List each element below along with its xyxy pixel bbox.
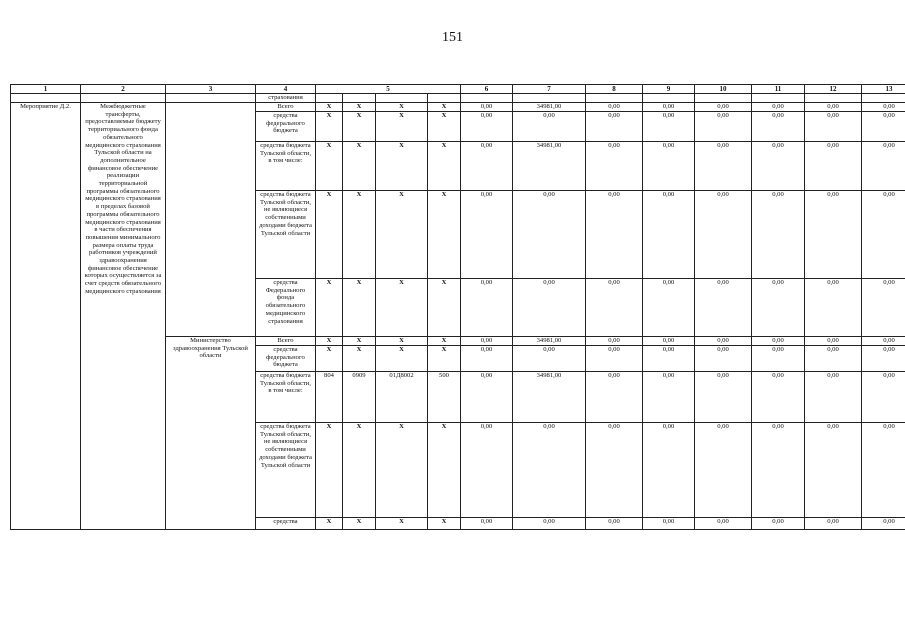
- code-cell: X: [376, 518, 428, 530]
- row-label: средства бюджета Тульской области, в том числе:: [256, 372, 316, 423]
- code-cell: X: [376, 191, 428, 279]
- value-cell: 0,00: [461, 103, 513, 112]
- executor-empty: [166, 103, 256, 337]
- measure-id: Мероприятие Д.2.: [11, 103, 81, 530]
- value-cell: 0,00: [461, 142, 513, 191]
- value-cell: 0,00: [513, 518, 586, 530]
- value-cell: 0,00: [695, 337, 752, 346]
- value-cell: 0,00: [695, 423, 752, 518]
- value-cell: 0,00: [752, 518, 805, 530]
- code-cell: X: [428, 518, 461, 530]
- value-cell: 0,00: [643, 112, 695, 142]
- value-cell: 0,00: [695, 142, 752, 191]
- row-label: средства Федерального фонда обязательного медицинского страхования: [256, 279, 316, 337]
- code-cell: X: [428, 191, 461, 279]
- value-cell: 0,00: [513, 191, 586, 279]
- value-cell: 0,00: [695, 112, 752, 142]
- header-cell: 8: [586, 85, 643, 94]
- value-cell: 34981,00: [513, 142, 586, 191]
- value-cell: 0,00: [513, 346, 586, 372]
- row-label: средства: [256, 518, 316, 530]
- page-number: 151: [442, 30, 463, 45]
- value-cell: 0,00: [805, 191, 862, 279]
- code-cell: X: [343, 142, 376, 191]
- value-cell: 0,00: [752, 142, 805, 191]
- value-cell: 34981,00: [513, 103, 586, 112]
- header-cell: 12: [805, 85, 862, 94]
- code-cell: X: [343, 518, 376, 530]
- value-cell: 0,00: [752, 279, 805, 337]
- header-cell: 3: [166, 85, 256, 94]
- code-cell: X: [343, 346, 376, 372]
- value-cell: 0,00: [805, 103, 862, 112]
- value-cell: 0,00: [695, 372, 752, 423]
- code-cell: 500: [428, 372, 461, 423]
- value-cell: 0,00: [461, 346, 513, 372]
- value-cell: 0,00: [752, 337, 805, 346]
- header-cell: 1: [11, 85, 81, 94]
- row-label: Всего: [256, 337, 316, 346]
- value-cell: 0,00: [862, 337, 905, 346]
- value-cell: 0,00: [805, 346, 862, 372]
- code-cell: 804: [316, 372, 343, 423]
- value-cell: 0,00: [643, 191, 695, 279]
- value-cell: 0,00: [461, 279, 513, 337]
- code-cell: X: [428, 279, 461, 337]
- value-cell: 0,00: [862, 103, 905, 112]
- value-cell: 0,00: [513, 112, 586, 142]
- value-cell: 0,00: [586, 191, 643, 279]
- value-cell: 0,00: [643, 372, 695, 423]
- value-cell: 0,00: [461, 191, 513, 279]
- code-cell: X: [428, 423, 461, 518]
- value-cell: 0,00: [643, 103, 695, 112]
- value-cell: 0,00: [862, 372, 905, 423]
- value-cell: 0,00: [862, 191, 905, 279]
- header-cell: 9: [643, 85, 695, 94]
- value-cell: 0,00: [586, 372, 643, 423]
- value-cell: 0,00: [586, 337, 643, 346]
- value-cell: 0,00: [461, 112, 513, 142]
- code-cell: X: [428, 142, 461, 191]
- header-cell: 10: [695, 85, 752, 94]
- value-cell: 0,00: [805, 518, 862, 530]
- code-cell: X: [428, 346, 461, 372]
- value-cell: 0,00: [586, 279, 643, 337]
- value-cell: 0,00: [695, 518, 752, 530]
- code-cell: X: [376, 112, 428, 142]
- value-cell: 0,00: [752, 346, 805, 372]
- value-cell: 0,00: [643, 346, 695, 372]
- value-cell: 0,00: [513, 423, 586, 518]
- value-cell: 0,00: [695, 191, 752, 279]
- executor-name: Министерство здравоохранения Тульской области: [166, 337, 256, 530]
- code-cell: X: [343, 112, 376, 142]
- value-cell: 0,00: [643, 518, 695, 530]
- code-cell: X: [428, 337, 461, 346]
- value-cell: 0,00: [862, 279, 905, 337]
- value-cell: 0,00: [643, 423, 695, 518]
- row-label: средства федерального бюджета: [256, 112, 316, 142]
- value-cell: 0,00: [643, 337, 695, 346]
- measure-name: Межбюджетные трансферты, предоставляемые бюджету территориального фонда обязательного медицинского страхования Тульской области на дополнительное финансовое обеспечение реализации территориальной программы обязательного медицинского страхования в пределах базовой программы обязательного медицинского страхования в части обеспечения повышения минимального размера оплаты труда работников учреждений здравоохранения финансовое обеспечение которых осуществляется за счет средств обязательного медицинского страхования: [81, 103, 166, 530]
- row-label: средства бюджета Тульской области, не являющиеся собственными доходами бюджета Тульской области: [256, 423, 316, 518]
- code-cell: X: [316, 423, 343, 518]
- header-cell: 5: [316, 85, 461, 94]
- value-cell: 0,00: [461, 518, 513, 530]
- budget-table: [10, 84, 905, 530]
- header-cell: 11: [752, 85, 805, 94]
- code-cell: X: [376, 279, 428, 337]
- header-cell: 6: [461, 85, 513, 94]
- header-row: [11, 85, 905, 94]
- value-cell: 0,00: [862, 112, 905, 142]
- value-cell: 0,00: [862, 346, 905, 372]
- code-cell: X: [343, 103, 376, 112]
- carry-text: страхования: [256, 94, 316, 103]
- value-cell: 34981,00: [513, 337, 586, 346]
- value-cell: 0,00: [752, 112, 805, 142]
- value-cell: 0,00: [805, 337, 862, 346]
- header-cell: 7: [513, 85, 586, 94]
- code-cell: X: [316, 103, 343, 112]
- code-cell: X: [343, 423, 376, 518]
- value-cell: 0,00: [805, 423, 862, 518]
- header-cell: 4: [256, 85, 316, 94]
- value-cell: 0,00: [643, 279, 695, 337]
- value-cell: 0,00: [461, 372, 513, 423]
- value-cell: 0,00: [695, 103, 752, 112]
- code-cell: X: [316, 346, 343, 372]
- value-cell: 0,00: [586, 518, 643, 530]
- value-cell: 0,00: [643, 142, 695, 191]
- code-cell: X: [376, 423, 428, 518]
- code-cell: X: [343, 191, 376, 279]
- code-cell: X: [316, 191, 343, 279]
- value-cell: 0,00: [805, 112, 862, 142]
- value-cell: 0,00: [461, 337, 513, 346]
- value-cell: 0,00: [586, 346, 643, 372]
- code-cell: X: [376, 346, 428, 372]
- value-cell: 0,00: [862, 142, 905, 191]
- value-cell: 34981,00: [513, 372, 586, 423]
- value-cell: 0,00: [586, 103, 643, 112]
- value-cell: 0,00: [586, 423, 643, 518]
- value-cell: 0,00: [752, 191, 805, 279]
- value-cell: 0,00: [695, 279, 752, 337]
- value-cell: 0,00: [586, 112, 643, 142]
- row-label: Всего: [256, 103, 316, 112]
- code-cell: X: [316, 279, 343, 337]
- value-cell: 0,00: [752, 103, 805, 112]
- row-label: средства федерального бюджета: [256, 346, 316, 372]
- code-cell: X: [343, 279, 376, 337]
- value-cell: 0,00: [695, 346, 752, 372]
- header-cell: 13: [862, 85, 905, 94]
- code-cell: X: [316, 518, 343, 530]
- code-cell: X: [343, 337, 376, 346]
- value-cell: 0,00: [586, 142, 643, 191]
- code-cell: X: [316, 142, 343, 191]
- code-cell: X: [428, 112, 461, 142]
- row-label: средства бюджета Тульской области, в том числе:: [256, 142, 316, 191]
- code-cell: X: [428, 103, 461, 112]
- value-cell: 0,00: [805, 142, 862, 191]
- code-cell: X: [316, 337, 343, 346]
- carry-row: [11, 94, 905, 103]
- code-cell: X: [376, 337, 428, 346]
- value-cell: 0,00: [752, 423, 805, 518]
- value-cell: 0,00: [513, 279, 586, 337]
- value-cell: 0,00: [862, 423, 905, 518]
- code-cell: X: [376, 142, 428, 191]
- value-cell: 0,00: [752, 372, 805, 423]
- row-label: средства бюджета Тульской области, не являющиеся собственными доходами бюджета Тульской области: [256, 191, 316, 279]
- value-cell: 0,00: [461, 423, 513, 518]
- header-cell: 2: [81, 85, 166, 94]
- code-cell: X: [376, 103, 428, 112]
- table-row: [11, 103, 905, 112]
- code-cell: 0909: [343, 372, 376, 423]
- value-cell: 0,00: [805, 372, 862, 423]
- code-cell: X: [316, 112, 343, 142]
- code-cell: 01Д8002: [376, 372, 428, 423]
- value-cell: 0,00: [805, 279, 862, 337]
- value-cell: 0,00: [862, 518, 905, 530]
